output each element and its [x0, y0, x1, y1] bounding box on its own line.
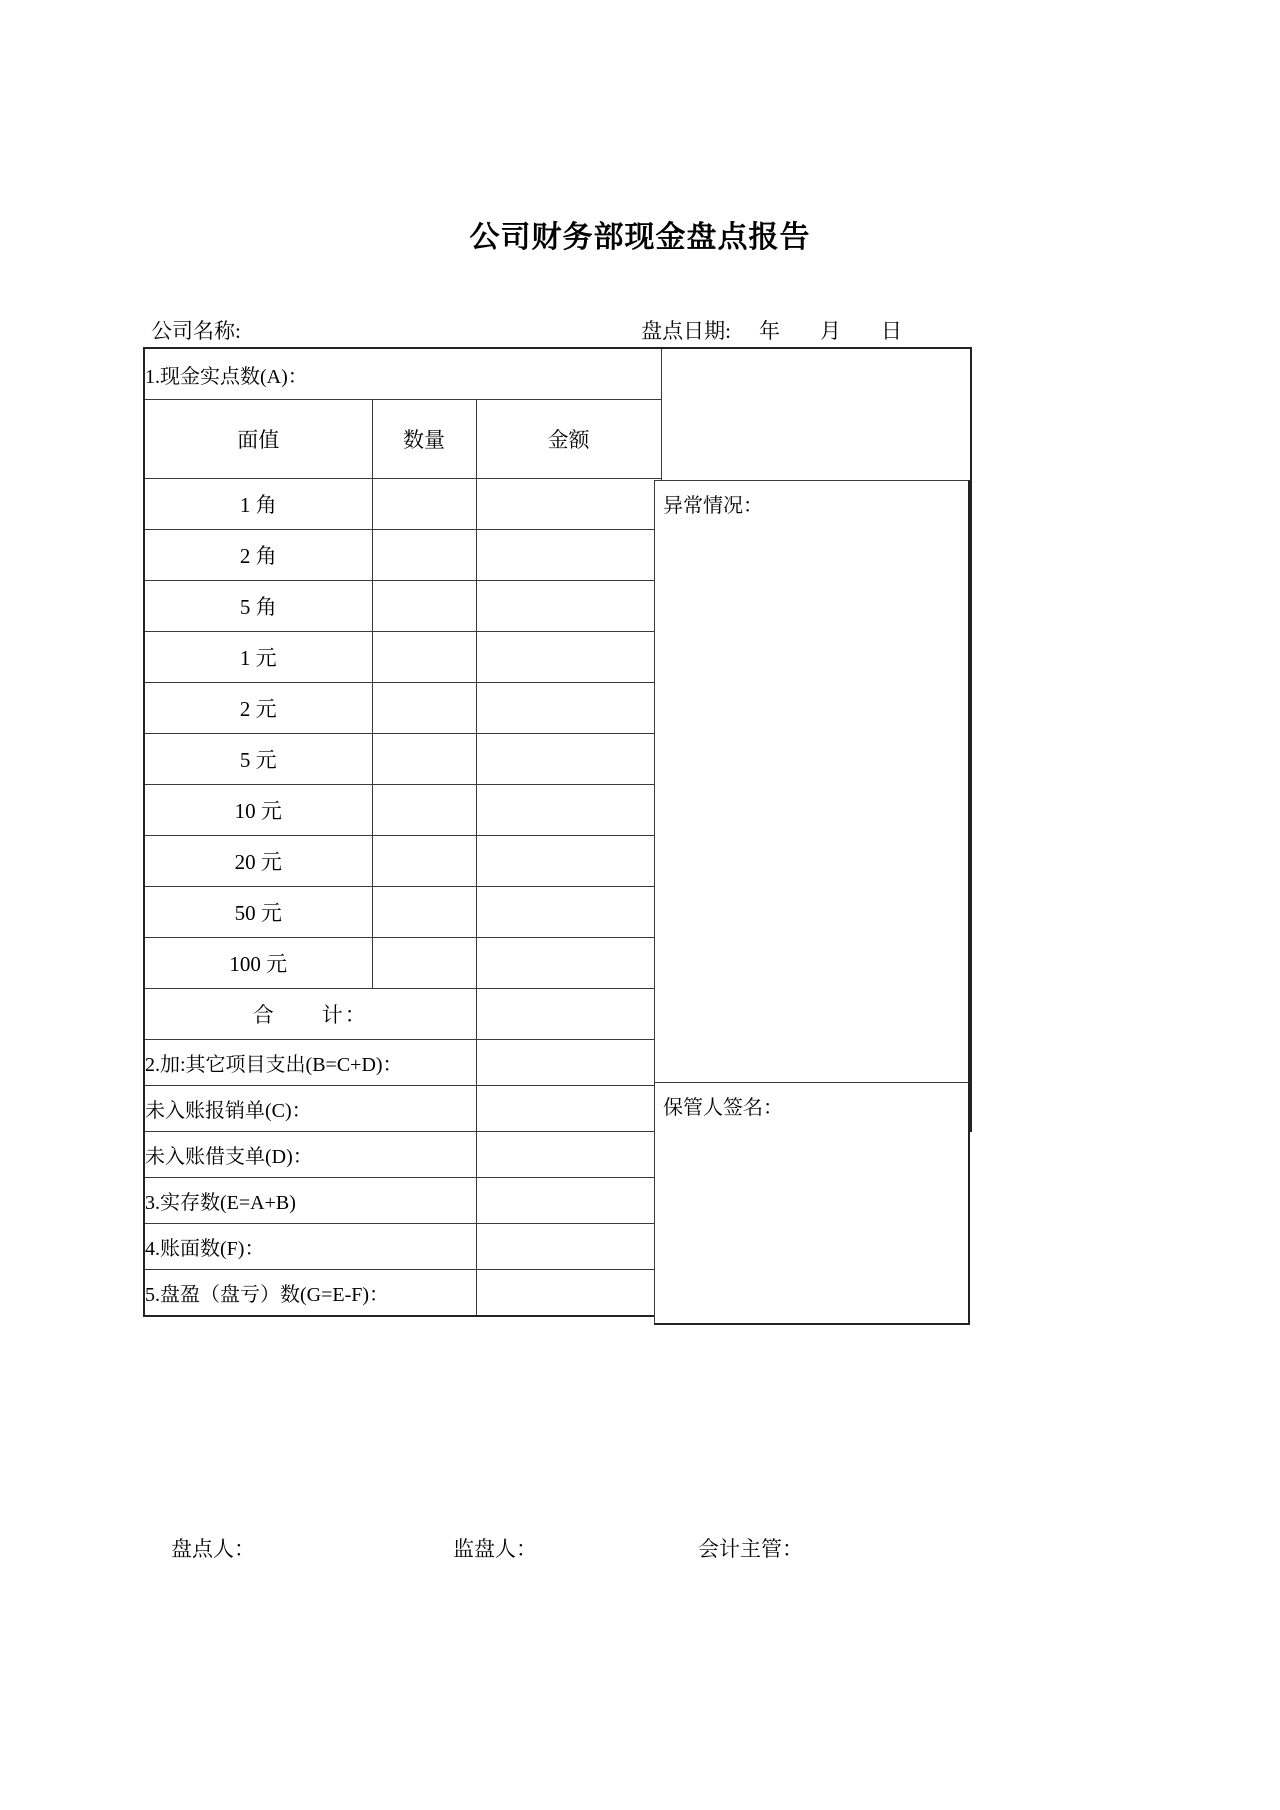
item-value-other-expenses[interactable]: [476, 1040, 661, 1086]
denomination-amount-cell[interactable]: [476, 581, 661, 632]
form-header-line: [143, 316, 970, 346]
table-row: [144, 348, 971, 400]
denomination-amount-cell[interactable]: [476, 683, 661, 734]
denomination-quantity-cell[interactable]: [372, 581, 476, 632]
denomination-label: 2 元: [144, 683, 372, 734]
denomination-label: 10 元: [144, 785, 372, 836]
denomination-quantity-cell[interactable]: [372, 734, 476, 785]
section-a-label: 1.现金实点数(A)：: [144, 348, 661, 400]
item-value-unrecorded-reimbursement[interactable]: [476, 1086, 661, 1132]
date-day-label: 日: [881, 319, 902, 343]
accounting-manager-signature-label: 会计主管：: [698, 1537, 803, 1561]
total-amount-cell[interactable]: [476, 989, 661, 1040]
item-value-book-balance[interactable]: [476, 1224, 661, 1270]
custodian-signature-label: 保管人签名：: [663, 1097, 783, 1119]
item-label-book-balance: 4.账面数(F)：: [144, 1224, 476, 1270]
denomination-amount-cell[interactable]: [476, 734, 661, 785]
item-value-surplus-shortage[interactable]: [476, 1270, 661, 1317]
denomination-amount-cell[interactable]: [476, 938, 661, 989]
page-title: 公司财务部现金盘点报告: [469, 221, 811, 254]
denomination-quantity-cell[interactable]: [372, 530, 476, 581]
denomination-amount-cell[interactable]: [476, 785, 661, 836]
denomination-quantity-cell[interactable]: [372, 632, 476, 683]
denomination-label: 1 角: [144, 479, 372, 530]
denomination-amount-cell[interactable]: [476, 887, 661, 938]
denomination-label: 2 角: [144, 530, 372, 581]
custodian-signature-cell: [654, 1082, 970, 1325]
denomination-quantity-cell[interactable]: [372, 785, 476, 836]
total-label: 合 计：: [144, 989, 476, 1040]
exception-label: 异常情况：: [663, 495, 763, 517]
item-label-unrecorded-reimbursement: 未入账报销单(C)：: [144, 1086, 476, 1132]
denomination-amount-cell[interactable]: [476, 632, 661, 683]
denomination-amount-cell[interactable]: [476, 836, 661, 887]
count-date-group: [641, 316, 902, 346]
denomination-quantity-cell[interactable]: [372, 887, 476, 938]
denomination-label: 5 角: [144, 581, 372, 632]
denomination-amount-cell[interactable]: [476, 530, 661, 581]
denomination-quantity-cell[interactable]: [372, 836, 476, 887]
column-header-quantity: 数量: [372, 400, 476, 479]
denomination-amount-cell[interactable]: [476, 479, 661, 530]
column-header-amount: 金额: [476, 400, 661, 479]
item-value-unrecorded-advance[interactable]: [476, 1132, 661, 1178]
footer-signature-line: [143, 1533, 970, 1565]
count-date-label: 盘点日期:: [641, 319, 731, 343]
counter-signature-label: 盘点人：: [171, 1537, 255, 1561]
column-header-denomination: 面值: [144, 400, 372, 479]
denomination-quantity-cell[interactable]: [372, 479, 476, 530]
denomination-label: 5 元: [144, 734, 372, 785]
date-year-label: 年: [759, 319, 780, 343]
item-label-actual-balance: 3.实存数(E=A+B): [144, 1178, 476, 1224]
exception-cell: [654, 480, 970, 1082]
denomination-quantity-cell[interactable]: [372, 938, 476, 989]
date-month-label: 月: [820, 319, 841, 343]
item-label-other-expenses: 2.加:其它项目支出(B=C+D)：: [144, 1040, 476, 1086]
company-name-label: 公司名称:: [151, 319, 241, 343]
item-label-unrecorded-advance: 未入账借支单(D)：: [144, 1132, 476, 1178]
supervisor-signature-label: 监盘人：: [453, 1537, 537, 1561]
denomination-label: 50 元: [144, 887, 372, 938]
denomination-quantity-cell[interactable]: [372, 683, 476, 734]
item-label-surplus-shortage: 5.盘盈（盘亏）数(G=E-F)：: [144, 1270, 476, 1317]
item-value-actual-balance[interactable]: [476, 1178, 661, 1224]
denomination-label: 1 元: [144, 632, 372, 683]
denomination-label: 20 元: [144, 836, 372, 887]
denomination-label: 100 元: [144, 938, 372, 989]
